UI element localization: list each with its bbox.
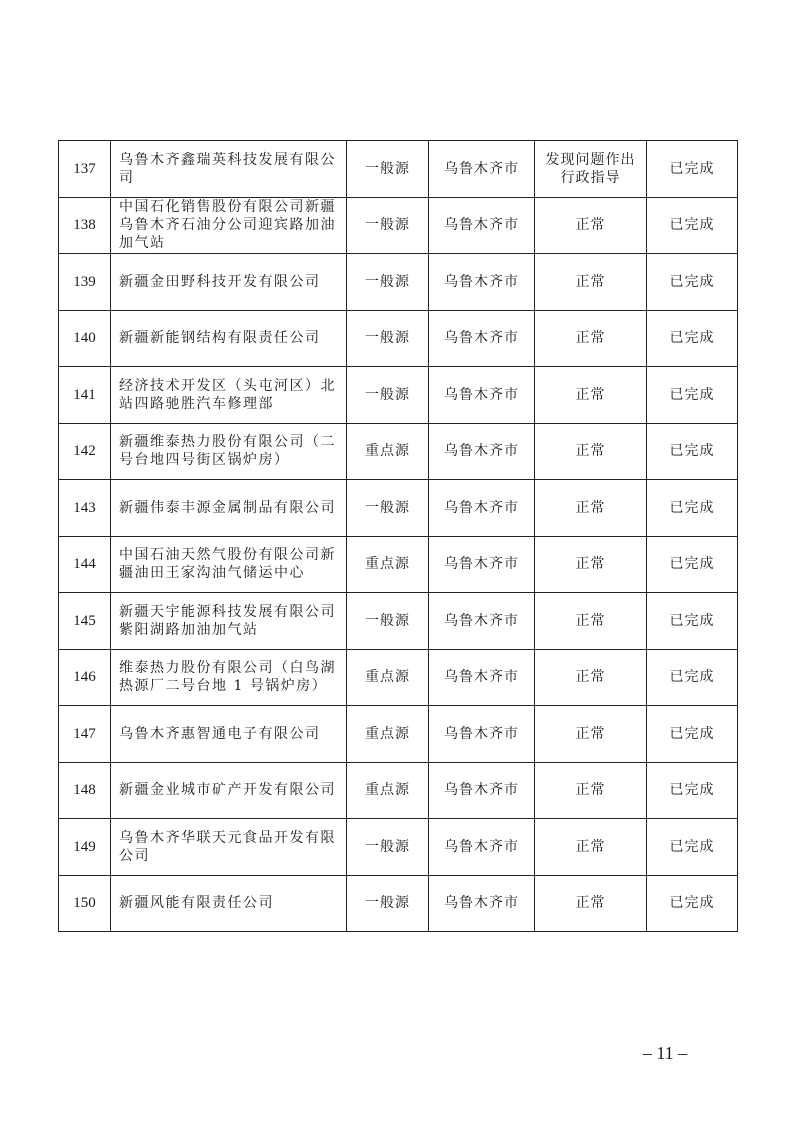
inspection-table [58,140,738,932]
inspection-result-cell: 正常 [535,593,647,650]
row-number-cell: 141 [59,367,111,424]
inspection-result-cell: 正常 [535,310,647,367]
table-row [59,310,738,367]
region-cell: 乌鲁木齐市 [429,593,535,650]
inspection-result-cell: 发现问题作出行政指导 [535,141,647,198]
completion-status-cell: 已完成 [647,649,738,706]
company-name-cell: 经济技术开发区（头屯河区）北站四路驰胜汽车修理部 [111,367,347,424]
row-number-cell: 146 [59,649,111,706]
company-name-cell: 中国石化销售股份有限公司新疆乌鲁木齐石油分公司迎宾路加油加气站 [111,197,347,254]
inspection-result-cell: 正常 [535,480,647,537]
company-name-cell: 新疆伟泰丰源金属制品有限公司 [111,480,347,537]
company-name-cell: 维泰热力股份有限公司（白鸟湖热源厂二号台地 1 号锅炉房） [111,649,347,706]
company-name-cell: 新疆天宇能源科技发展有限公司紫阳湖路加油加气站 [111,593,347,650]
row-number-cell: 145 [59,593,111,650]
table-row [59,536,738,593]
completion-status-cell: 已完成 [647,367,738,424]
region-cell: 乌鲁木齐市 [429,819,535,876]
region-cell: 乌鲁木齐市 [429,254,535,311]
region-cell: 乌鲁木齐市 [429,480,535,537]
region-cell: 乌鲁木齐市 [429,367,535,424]
row-number-cell: 149 [59,819,111,876]
table-row [59,480,738,537]
source-type-cell: 一般源 [347,875,429,932]
source-type-cell: 一般源 [347,310,429,367]
table-row [59,367,738,424]
inspection-result-cell: 正常 [535,762,647,819]
table-body [59,141,738,932]
source-type-cell: 一般源 [347,593,429,650]
completion-status-cell: 已完成 [647,706,738,763]
completion-status-cell: 已完成 [647,536,738,593]
company-name-cell: 新疆金业城市矿产开发有限公司 [111,762,347,819]
company-name-cell: 乌鲁木齐鑫瑞英科技发展有限公司 [111,141,347,198]
completion-status-cell: 已完成 [647,254,738,311]
row-number-cell: 143 [59,480,111,537]
source-type-cell: 重点源 [347,536,429,593]
completion-status-cell: 已完成 [647,480,738,537]
completion-status-cell: 已完成 [647,762,738,819]
region-cell: 乌鲁木齐市 [429,649,535,706]
company-name-cell: 乌鲁木齐惠智通电子有限公司 [111,706,347,763]
company-name-cell: 新疆风能有限责任公司 [111,875,347,932]
completion-status-cell: 已完成 [647,819,738,876]
table-row [59,141,738,198]
inspection-result-cell: 正常 [535,706,647,763]
table-row [59,254,738,311]
row-number-cell: 139 [59,254,111,311]
region-cell: 乌鲁木齐市 [429,141,535,198]
region-cell: 乌鲁木齐市 [429,875,535,932]
completion-status-cell: 已完成 [647,310,738,367]
completion-status-cell: 已完成 [647,197,738,254]
source-type-cell: 重点源 [347,649,429,706]
row-number-cell: 138 [59,197,111,254]
source-type-cell: 一般源 [347,367,429,424]
inspection-result-cell: 正常 [535,536,647,593]
completion-status-cell: 已完成 [647,593,738,650]
source-type-cell: 一般源 [347,480,429,537]
company-name-cell: 新疆金田野科技开发有限公司 [111,254,347,311]
source-type-cell: 一般源 [347,254,429,311]
inspection-result-cell: 正常 [535,367,647,424]
row-number-cell: 137 [59,141,111,198]
completion-status-cell: 已完成 [647,423,738,480]
source-type-cell: 一般源 [347,819,429,876]
company-name-cell: 乌鲁木齐华联天元食品开发有限公司 [111,819,347,876]
source-type-cell: 一般源 [347,141,429,198]
table-row [59,762,738,819]
row-number-cell: 148 [59,762,111,819]
page-number: – 11 – [642,1043,688,1063]
company-name-cell: 中国石油天然气股份有限公司新疆油田王家沟油气储运中心 [111,536,347,593]
inspection-result-cell: 正常 [535,197,647,254]
inspection-result-cell: 正常 [535,819,647,876]
inspection-result-cell: 正常 [535,875,647,932]
row-number-cell: 142 [59,423,111,480]
table-row [59,649,738,706]
source-type-cell: 重点源 [347,706,429,763]
company-name-cell: 新疆维泰热力股份有限公司（二号台地四号街区锅炉房） [111,423,347,480]
company-name-cell: 新疆新能钢结构有限责任公司 [111,310,347,367]
table-row [59,423,738,480]
region-cell: 乌鲁木齐市 [429,310,535,367]
table-row [59,593,738,650]
table-row [59,875,738,932]
row-number-cell: 150 [59,875,111,932]
region-cell: 乌鲁木齐市 [429,197,535,254]
region-cell: 乌鲁木齐市 [429,536,535,593]
row-number-cell: 140 [59,310,111,367]
source-type-cell: 重点源 [347,423,429,480]
table-row [59,706,738,763]
row-number-cell: 144 [59,536,111,593]
inspection-result-cell: 正常 [535,254,647,311]
completion-status-cell: 已完成 [647,141,738,198]
table-row [59,197,738,254]
source-type-cell: 一般源 [347,197,429,254]
region-cell: 乌鲁木齐市 [429,423,535,480]
inspection-result-cell: 正常 [535,423,647,480]
completion-status-cell: 已完成 [647,875,738,932]
inspection-result-cell: 正常 [535,649,647,706]
region-cell: 乌鲁木齐市 [429,706,535,763]
row-number-cell: 147 [59,706,111,763]
source-type-cell: 重点源 [347,762,429,819]
region-cell: 乌鲁木齐市 [429,762,535,819]
table-row [59,819,738,876]
